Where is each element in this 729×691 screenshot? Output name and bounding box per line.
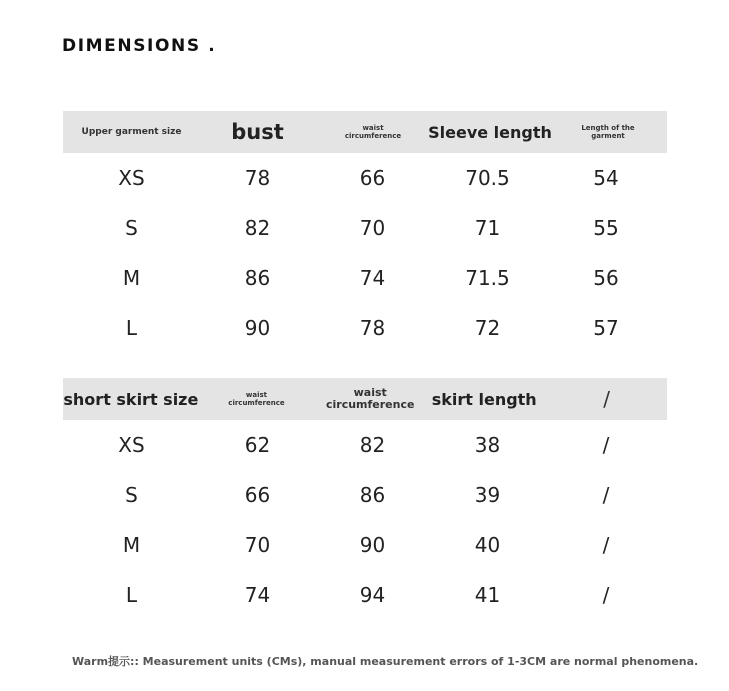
sleeve-cell: 70.5 <box>465 166 510 190</box>
waist-small-cell: 66 <box>244 483 271 507</box>
header-waist-circumference: waist circumference <box>344 124 402 140</box>
waist-cell: 90 <box>359 533 386 557</box>
table-row <box>63 420 667 470</box>
empty-slash-cell: / <box>602 533 610 557</box>
size-cell: L <box>125 583 138 607</box>
header-short-skirt-size: short skirt size <box>63 389 199 409</box>
table-row <box>63 203 667 253</box>
sleeve-cell: 72 <box>474 316 501 340</box>
empty-slash-cell: / <box>602 483 610 507</box>
table-row <box>63 253 667 303</box>
bust-cell: 90 <box>244 316 271 340</box>
upper-garment-size-table <box>63 111 667 353</box>
waist-cell: 78 <box>359 316 386 340</box>
waist-cell: 82 <box>359 433 386 457</box>
size-cell: S <box>125 483 138 507</box>
size-cell: M <box>122 266 141 290</box>
table-header <box>63 378 667 420</box>
header-skirt-length: skirt length <box>431 389 537 409</box>
measurement-note: Warm提示:: Measurement units (CMs), manual measurement errors of 1-3CM are normal phenomena. <box>72 655 699 668</box>
waist-small-cell: 62 <box>244 433 271 457</box>
table-row <box>63 470 667 520</box>
empty-slash-cell: / <box>602 433 610 457</box>
sleeve-cell: 71.5 <box>465 266 510 290</box>
page-title: DIMENSIONS . <box>62 36 217 56</box>
bust-cell: 78 <box>244 166 271 190</box>
size-cell: XS <box>118 166 145 190</box>
size-cell: XS <box>118 433 145 457</box>
waist-cell: 66 <box>359 166 386 190</box>
header-empty-slash: / <box>603 387 610 411</box>
header-bust: bust <box>231 120 284 144</box>
table-row <box>63 153 667 203</box>
length-cell: 54 <box>593 166 619 190</box>
skirt-length-cell: 41 <box>474 583 501 607</box>
size-cell: S <box>125 216 138 240</box>
bust-cell: 82 <box>244 216 271 240</box>
header-garment-length: Length of the garment <box>581 124 635 140</box>
table-row <box>63 520 667 570</box>
waist-cell: 86 <box>359 483 386 507</box>
table-row <box>63 570 667 620</box>
sleeve-cell: 71 <box>474 216 501 240</box>
size-cell: L <box>125 316 138 340</box>
length-cell: 56 <box>593 266 619 290</box>
length-cell: 57 <box>593 316 619 340</box>
length-cell: 55 <box>593 216 619 240</box>
table-header <box>63 111 667 153</box>
skirt-length-cell: 39 <box>474 483 501 507</box>
waist-small-cell: 70 <box>244 533 271 557</box>
waist-cell: 70 <box>359 216 386 240</box>
table-row <box>63 303 667 353</box>
waist-cell: 94 <box>359 583 386 607</box>
header-sleeve-length: Sleeve length <box>428 122 552 142</box>
size-cell: M <box>122 533 141 557</box>
skirt-length-cell: 40 <box>474 533 501 557</box>
skirt-length-cell: 38 <box>474 433 501 457</box>
bust-cell: 86 <box>244 266 271 290</box>
header-upper-garment-size: Upper garment size <box>81 127 182 137</box>
empty-slash-cell: / <box>602 583 610 607</box>
waist-cell: 74 <box>359 266 386 290</box>
short-skirt-size-table <box>63 378 667 620</box>
header-waist-circumference: waist circumference <box>325 386 415 411</box>
header-waist-circumference-small: waist circumference <box>228 391 285 407</box>
waist-small-cell: 74 <box>244 583 271 607</box>
